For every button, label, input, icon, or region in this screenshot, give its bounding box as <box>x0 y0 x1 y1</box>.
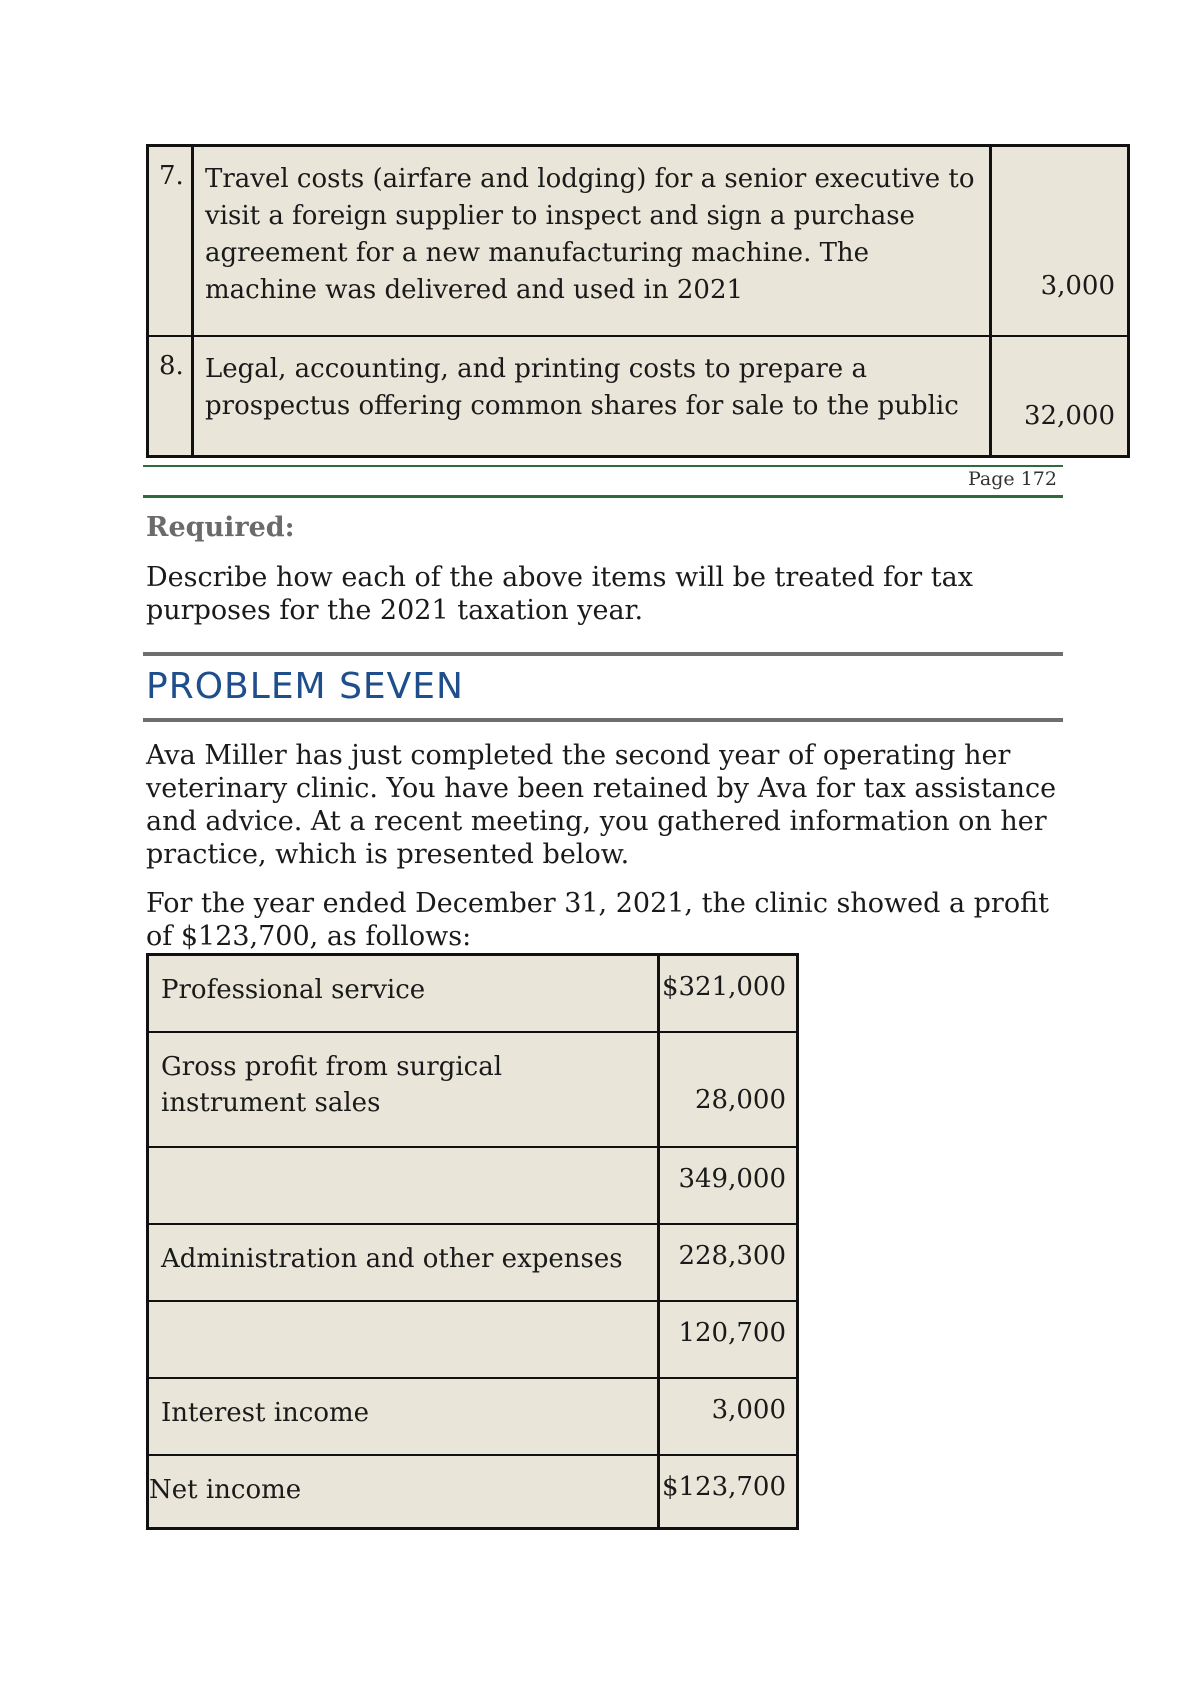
row-value: 28,000 <box>695 1085 786 1115</box>
row-value: 349,000 <box>678 1164 786 1194</box>
table-row <box>149 1302 796 1379</box>
row-value: 3,000 <box>711 1395 786 1425</box>
items-table <box>146 144 1130 458</box>
footer-rule-bottom <box>143 495 1063 498</box>
problem-title: PROBLEM SEVEN <box>146 666 464 707</box>
item-description: Legal, accounting, and printing costs to prepare a prospectus offering common shares for sale to the public <box>205 354 959 421</box>
item-description: Travel costs (airfare and lodging) for a senior executive to visit a foreign supplier to inspect and sign a purchase agreement for a new manufacturing machine. The machine was delivered and used in 2021 <box>205 164 975 305</box>
table-row <box>149 1379 796 1456</box>
row-label: Net income <box>149 1475 302 1505</box>
required-heading: Required: <box>146 512 295 543</box>
row-value: $123,700 <box>661 1472 786 1502</box>
row-value: 228,300 <box>678 1241 786 1271</box>
table-row <box>149 1456 796 1530</box>
column-divider <box>989 337 992 458</box>
table-row <box>149 1225 796 1302</box>
row-value: 120,700 <box>678 1318 786 1348</box>
profit-intro: For the year ended December 31, 2021, the clinic showed a profit of $123,700, as follows: <box>146 888 1049 952</box>
column-divider <box>989 147 992 335</box>
item-number: 7. <box>159 161 184 191</box>
row-value: $321,000 <box>661 972 786 1002</box>
table-row <box>149 956 796 1033</box>
item-number: 8. <box>159 351 184 381</box>
column-divider <box>191 147 194 335</box>
table-row <box>149 147 1127 337</box>
row-label: Gross profit from surgical instrument sales <box>161 1052 503 1118</box>
table-row <box>149 1033 796 1148</box>
intro-paragraph: Ava Miller has just completed the second year of operating her veterinary clinic. You have been retained by Ava for tax assistance and advice. At a recent meeting, you gathered information on her practice, which is presented below. <box>146 740 1057 870</box>
income-statement-table <box>146 953 799 1530</box>
section-rule-bottom <box>143 718 1063 722</box>
section-rule-top <box>143 652 1063 656</box>
footer-rule-top <box>143 465 1063 467</box>
table-row <box>149 337 1127 458</box>
item-amount: 32,000 <box>1024 401 1115 431</box>
column-divider <box>657 956 660 1527</box>
column-divider <box>191 337 194 458</box>
required-text: Describe how each of the above items will be treated for tax purposes for the 2021 taxation year. <box>146 562 973 626</box>
row-label: Administration and other expenses <box>161 1244 623 1274</box>
row-label: Professional service <box>161 975 426 1005</box>
item-amount: 3,000 <box>1040 271 1115 301</box>
table-row <box>149 1148 796 1225</box>
page-number: Page 172 <box>968 468 1057 490</box>
row-label: Interest income <box>161 1398 370 1428</box>
